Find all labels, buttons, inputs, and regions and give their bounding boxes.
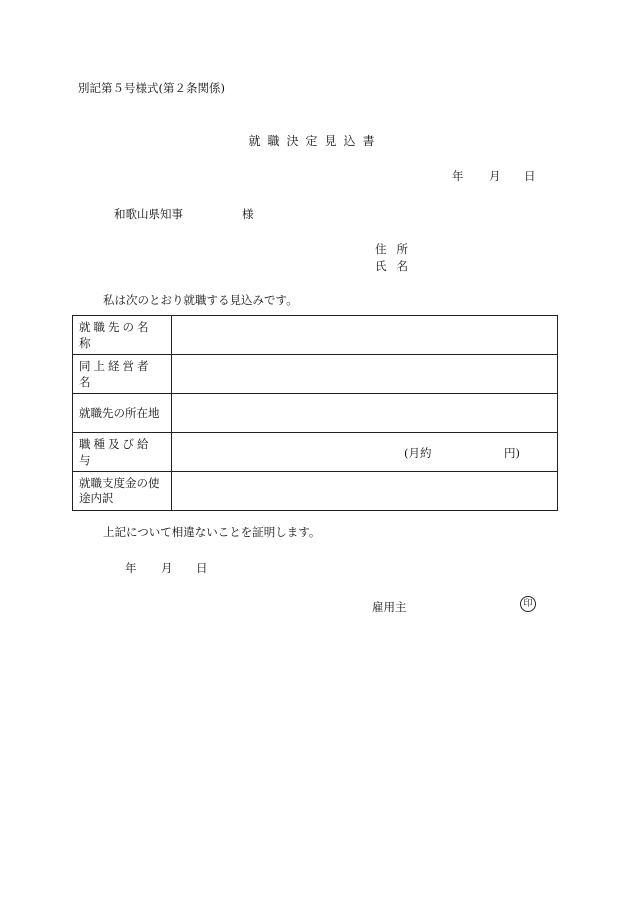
addressee-name: 和歌山県知事 xyxy=(114,207,183,221)
salary-open: (月約 xyxy=(404,446,432,460)
row-label-job-and-salary: 職種及び給与 xyxy=(73,433,172,472)
footer-date-month: 月 xyxy=(161,561,173,575)
row-value-allowance-usage[interactable] xyxy=(172,472,558,511)
row-value-employer-name[interactable] xyxy=(172,316,558,355)
footer-date-year: 年 xyxy=(125,561,137,575)
table-row xyxy=(73,472,558,511)
form-number: 別記第５号様式(第２条関係) xyxy=(78,81,225,95)
row-label-allowance-usage: 就職支度金の使途内訳 xyxy=(73,472,172,511)
row-label-employer-name: 就職先の名称 xyxy=(73,316,172,355)
employer-label: 雇用主 xyxy=(372,600,407,614)
addressee xyxy=(114,206,254,222)
row-value-manager-name[interactable] xyxy=(172,355,558,394)
row-value-employer-location[interactable] xyxy=(172,394,558,433)
header-date-day: 日 xyxy=(524,169,536,183)
footer-date-day: 日 xyxy=(196,561,208,575)
name-label: 氏名 xyxy=(375,259,418,273)
address-label: 住所 xyxy=(375,242,418,256)
seal-mark: 印 xyxy=(520,596,536,612)
row-value-job-and-salary[interactable] xyxy=(172,433,558,472)
table-row xyxy=(73,394,558,433)
addressee-honorific: 様 xyxy=(242,207,254,221)
header-date-year: 年 xyxy=(452,169,464,183)
table-row xyxy=(73,316,558,355)
row-label-manager-name: 同上経営者名 xyxy=(73,355,172,394)
certification-text: 上記について相違ないことを証明します。 xyxy=(103,525,321,539)
document-title: 就職決定見込書 xyxy=(248,134,382,148)
statement: 私は次のとおり就職する見込みです。 xyxy=(103,293,298,307)
table-row xyxy=(73,433,558,472)
header-date-month: 月 xyxy=(489,169,501,183)
employment-info-table xyxy=(72,315,558,511)
table-row xyxy=(73,355,558,394)
row-label-employer-location: 就職先の所在地 xyxy=(73,394,172,433)
salary-close: 円) xyxy=(504,446,520,460)
